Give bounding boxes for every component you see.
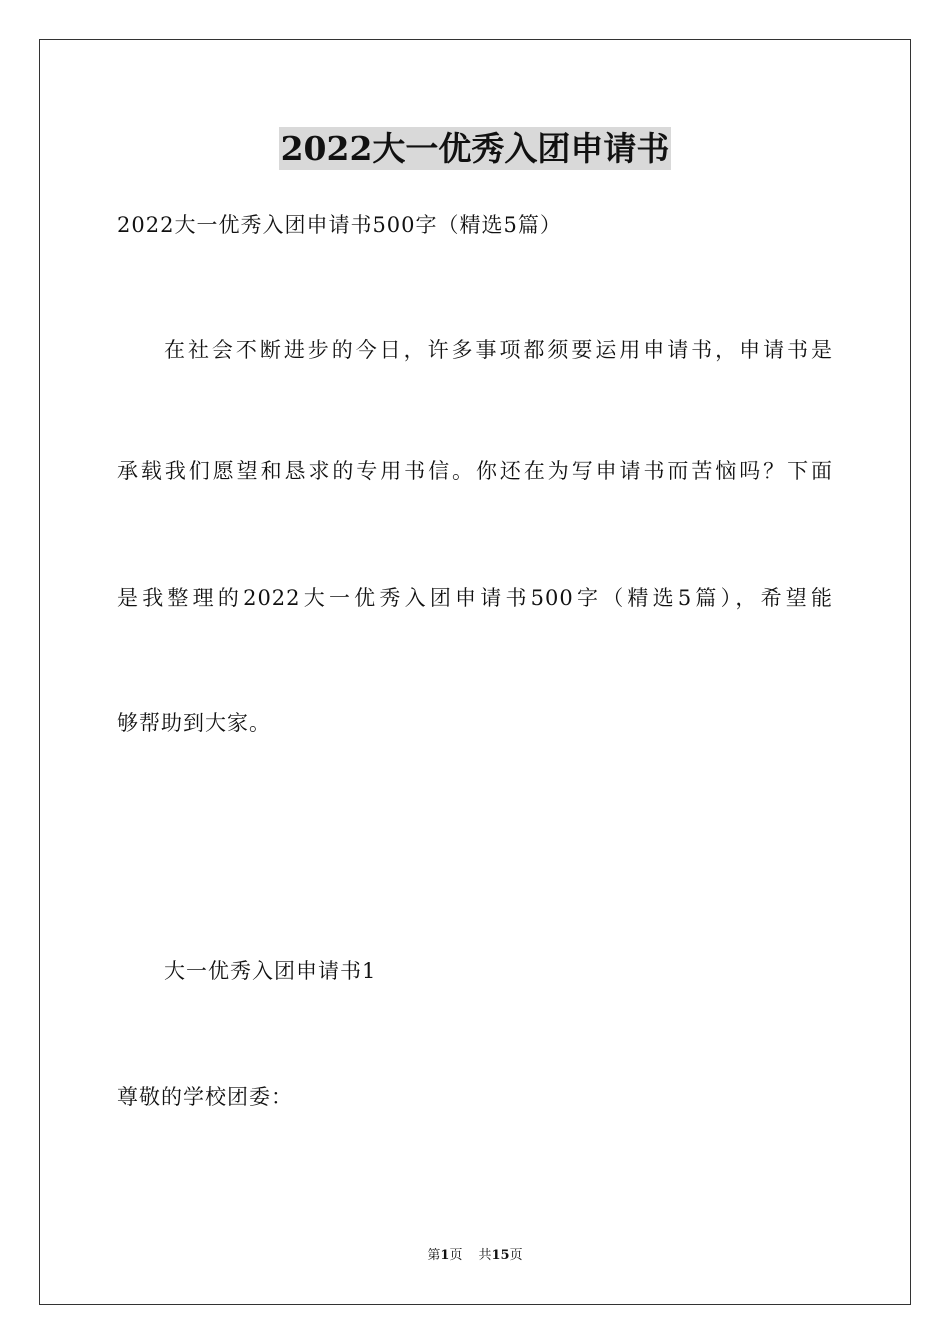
intro-line-2: 承载我们愿望和恳求的专用书信。你还在为写申请书而苦恼吗？下面 — [117, 459, 833, 483]
footer-page-suffix: 页 — [449, 1248, 463, 1263]
intro-line-1: 在社会不断进步的今日，许多事项都须要运用申请书，申请书是 — [164, 338, 833, 362]
document-subtitle: 2022大一优秀入团申请书500字（精选5篇） — [117, 213, 562, 237]
salutation: 尊敬的学校团委： — [117, 1085, 293, 1109]
document-title-text: 2022大一优秀入团申请书 — [280, 129, 670, 168]
footer-total-pages: 15 — [491, 1248, 510, 1263]
footer-page-prefix: 第 — [427, 1248, 441, 1263]
footer-page-number: 1 — [440, 1248, 450, 1263]
intro-line-4: 够帮助到大家。 — [117, 711, 271, 735]
footer-total-suffix: 页 — [509, 1248, 523, 1263]
footer-total-prefix: 共 — [478, 1248, 492, 1263]
section-heading: 大一优秀入团申请书1 — [164, 959, 377, 983]
page-footer — [0, 1246, 950, 1266]
document-title — [0, 124, 950, 174]
intro-line-3: 是我整理的2022大一优秀入团申请书500字（精选5篇），希望能 — [117, 586, 833, 610]
